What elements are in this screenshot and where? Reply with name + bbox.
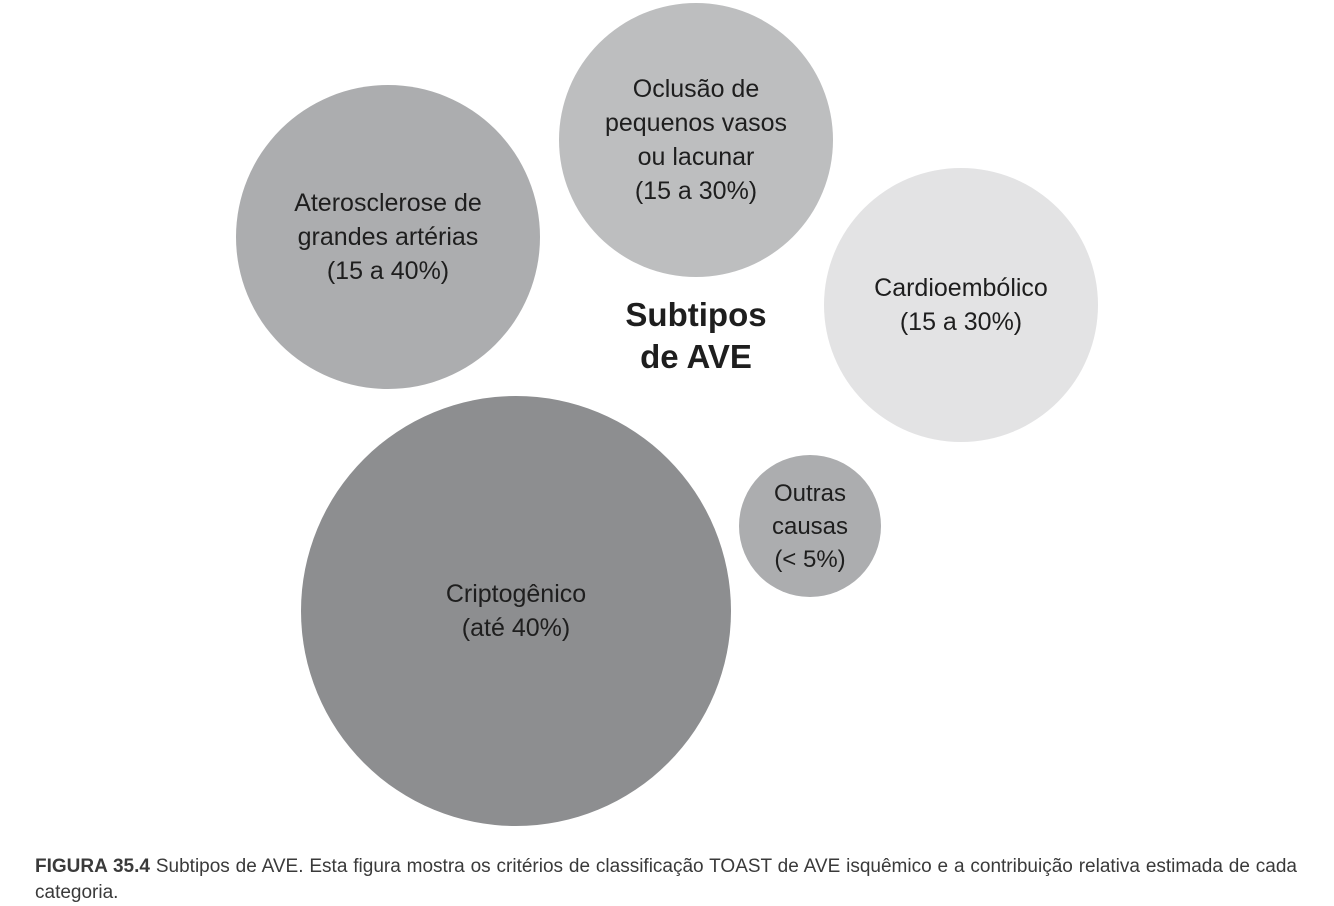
- circle-outras-causas: [739, 455, 881, 597]
- circle-label: Oclusão de pequenos vasos ou lacunar (15 a 30%): [604, 75, 788, 205]
- diagram-center-title: Subtipos de AVE: [625, 296, 767, 375]
- circle-label: Criptogênico (até 40%): [445, 580, 587, 642]
- circle-oclusao-pequenos-vasos: [559, 3, 833, 277]
- figure-caption: [35, 854, 1297, 906]
- circle-label: Outras causas (< 5%): [771, 479, 849, 573]
- circle-cardioembolico: [824, 168, 1098, 442]
- figure-caption-label: FIGURA 35.4: [35, 856, 150, 877]
- circle-label: Aterosclerose de grandes artérias (15 a 40%): [294, 189, 482, 285]
- circle-aterosclerose-grandes-arterias: [236, 85, 540, 389]
- circle-label: Cardioembólico (15 a 30%): [874, 274, 1048, 336]
- circle-criptogenico: [301, 396, 731, 826]
- figure-caption-text: Subtipos de AVE. Esta figura mostra os critérios de classificação TOAST de AVE isquêmico e a contribuição relativa estimada de cada categoria.: [35, 856, 1297, 903]
